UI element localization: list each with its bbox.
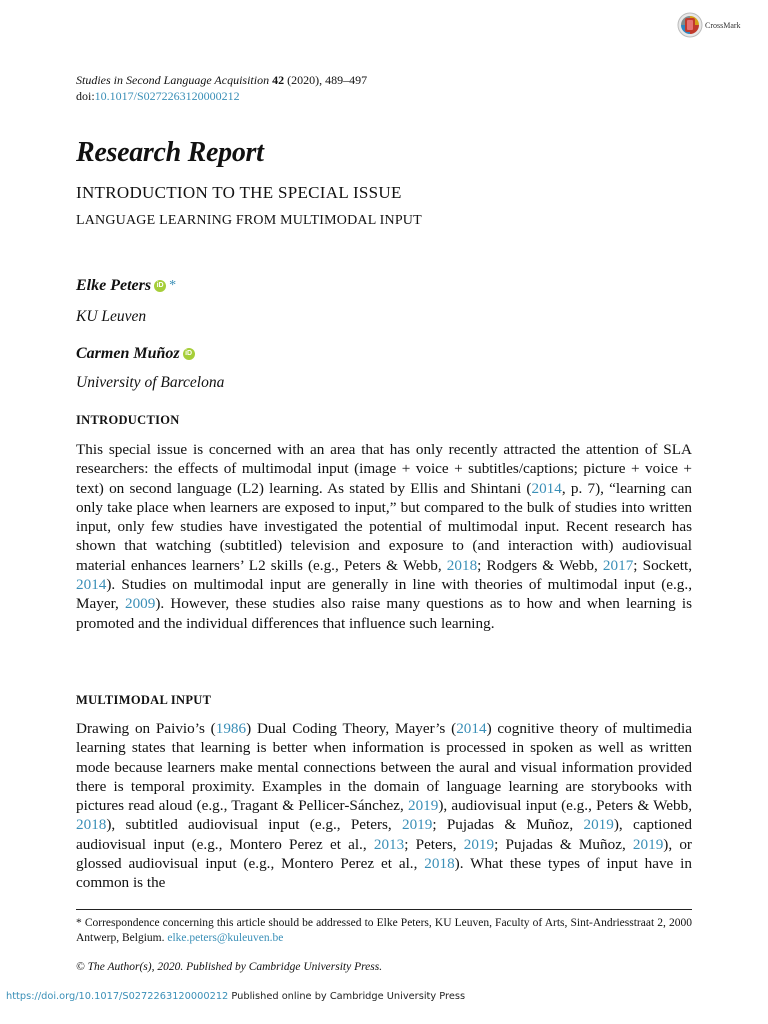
doi-link[interactable]: 10.1017/S0272263120000212 — [94, 89, 240, 103]
citation-link[interactable]: 2013 — [373, 835, 405, 853]
citation-link[interactable]: 2019 — [401, 816, 433, 834]
text-run: ). What these types of input have in common is the — [76, 855, 692, 892]
text-run: ). However, these studies also raise many questions as to how and when learning is promoted and the individual differences that influence such learning. — [76, 595, 692, 632]
citation-link[interactable]: 2019 — [583, 816, 614, 834]
published-online-text: Published online by Cambridge University Press — [228, 991, 466, 1002]
journal-name: Studies in Second Language Acquisition — [76, 73, 270, 87]
paragraph-introduction — [76, 440, 692, 633]
citation-link[interactable]: 2019 — [632, 835, 664, 853]
citation-link[interactable]: 2017 — [602, 556, 634, 574]
doi-url-link[interactable]: https://doi.org/10.1017/S0272263120000212 — [6, 991, 229, 1002]
citation-link[interactable]: 2014 — [456, 720, 487, 737]
footnote — [76, 916, 692, 946]
citation-link[interactable]: 2018 — [76, 816, 107, 834]
correspondence-marker[interactable]: * — [169, 278, 177, 293]
citation-link[interactable]: 1986 — [215, 720, 247, 737]
citation-link[interactable]: 2019 — [407, 797, 439, 815]
author-1-affiliation: KU Leuven — [76, 308, 147, 325]
text-run: ), or glossed audiovisual input (e.g., Montero Perez et al., — [76, 835, 692, 873]
report-type: Research Report — [76, 137, 264, 168]
text-run: ; Sockett, — [633, 556, 692, 574]
crossmark-badge[interactable] — [677, 12, 741, 38]
footnote-marker: * — [76, 917, 82, 929]
text-run: ; Peters, — [404, 835, 464, 853]
text-run: ; Pujadas & Muñoz, — [432, 816, 584, 834]
journal-volume: 42 — [272, 73, 285, 87]
article-title: INTRODUCTION TO THE SPECIAL ISSUE — [76, 183, 402, 202]
footnote-text: Correspondence concerning this article should be addressed to Elke Peters, KU Leuven, Faculty of Arts, Sint-Andriesstraat 2, 2000 Antwerp, Belgium. — [76, 917, 692, 944]
text-run: , p. 7), “learning can only take place when learners are exposed to input,” but compared to the bulk of studies into written input, only few studies have investigated the potential of multimodal input. Recent research has shown that watching (subtitled) television and exposure to (and interaction with) audiovisual material enhances learners’ L2 skills (e.g., Peters & Webb, — [76, 479, 692, 574]
author-name: Elke Peters — [76, 277, 152, 294]
text-run: ), captioned audiovisual input (e.g., Montero Perez et al., — [76, 816, 692, 853]
journal-year-pages: (2020), 489–497 — [284, 73, 368, 87]
crossmark-label: CrossMark — [705, 20, 741, 30]
copyright-notice: © The Author(s), 2020. Published by Cambridge University Press. — [76, 961, 383, 973]
text-run: ; Rodgers & Webb, — [477, 556, 603, 574]
journal-citation — [76, 72, 692, 104]
author-name: Carmen Muñoz — [76, 345, 180, 362]
orcid-icon[interactable]: iD — [183, 348, 195, 360]
text-run: This special issue is concerned with an area that has only recently attracted the attention of SLA researchers: the effects of multimodal input (image + voice + subtitles/captions; picture + voice + text) on second language (L2) learning. As stated by Ellis and Shintani ( — [76, 441, 692, 497]
publisher-bar — [6, 991, 465, 1002]
section-heading-introduction: INTRODUCTION — [76, 413, 180, 427]
author-2-affiliation: University of Barcelona — [76, 374, 225, 391]
text-run: ; Pujadas & Muñoz, — [494, 835, 633, 853]
citation-link[interactable]: 2019 — [463, 835, 495, 853]
author-1 — [76, 277, 176, 295]
email-link[interactable]: elke.peters@kuleuven.be — [167, 932, 284, 944]
text-run: ) cognitive theory of multimedia learning states that learning is better when information is processed in spoken as well as written mode because learners make mental connections between the aural and visual information provided there is temporal proximity. Examples in the domain of language learning are storybooks with pictures read aloud (e.g., Tragant & Pellicer-Sánchez, — [76, 720, 692, 815]
doi-prefix: doi: — [76, 89, 95, 103]
text-run: Drawing on Paivio’s ( — [76, 720, 216, 737]
citation-link[interactable]: 2018 — [446, 556, 478, 574]
text-run: ) Dual Coding Theory, Mayer’s ( — [246, 720, 457, 737]
citation-link[interactable]: 2014 — [531, 479, 562, 497]
section-heading-multimodal-input: MULTIMODAL INPUT — [76, 693, 212, 707]
text-run: ), subtitled audiovisual input (e.g., Peters, — [106, 816, 402, 834]
citation-link[interactable]: 2018 — [424, 855, 455, 873]
article-subtitle: LANGUAGE LEARNING FROM MULTIMODAL INPUT — [76, 213, 422, 228]
text-run: ). Studies on multimodal input are generally in line with theories of multimodal input (e.g., Mayer, — [76, 576, 692, 613]
text-run: ), audiovisual input (e.g., Peters & Webb, — [438, 797, 693, 815]
citation-link[interactable]: 2014 — [76, 576, 107, 594]
citation-link[interactable]: 2009 — [124, 595, 156, 613]
footnote-divider — [76, 909, 692, 910]
paragraph-multimodal-input — [76, 719, 692, 893]
orcid-icon[interactable]: iD — [154, 280, 166, 292]
author-2 — [76, 345, 195, 363]
crossmark-icon — [677, 12, 703, 38]
